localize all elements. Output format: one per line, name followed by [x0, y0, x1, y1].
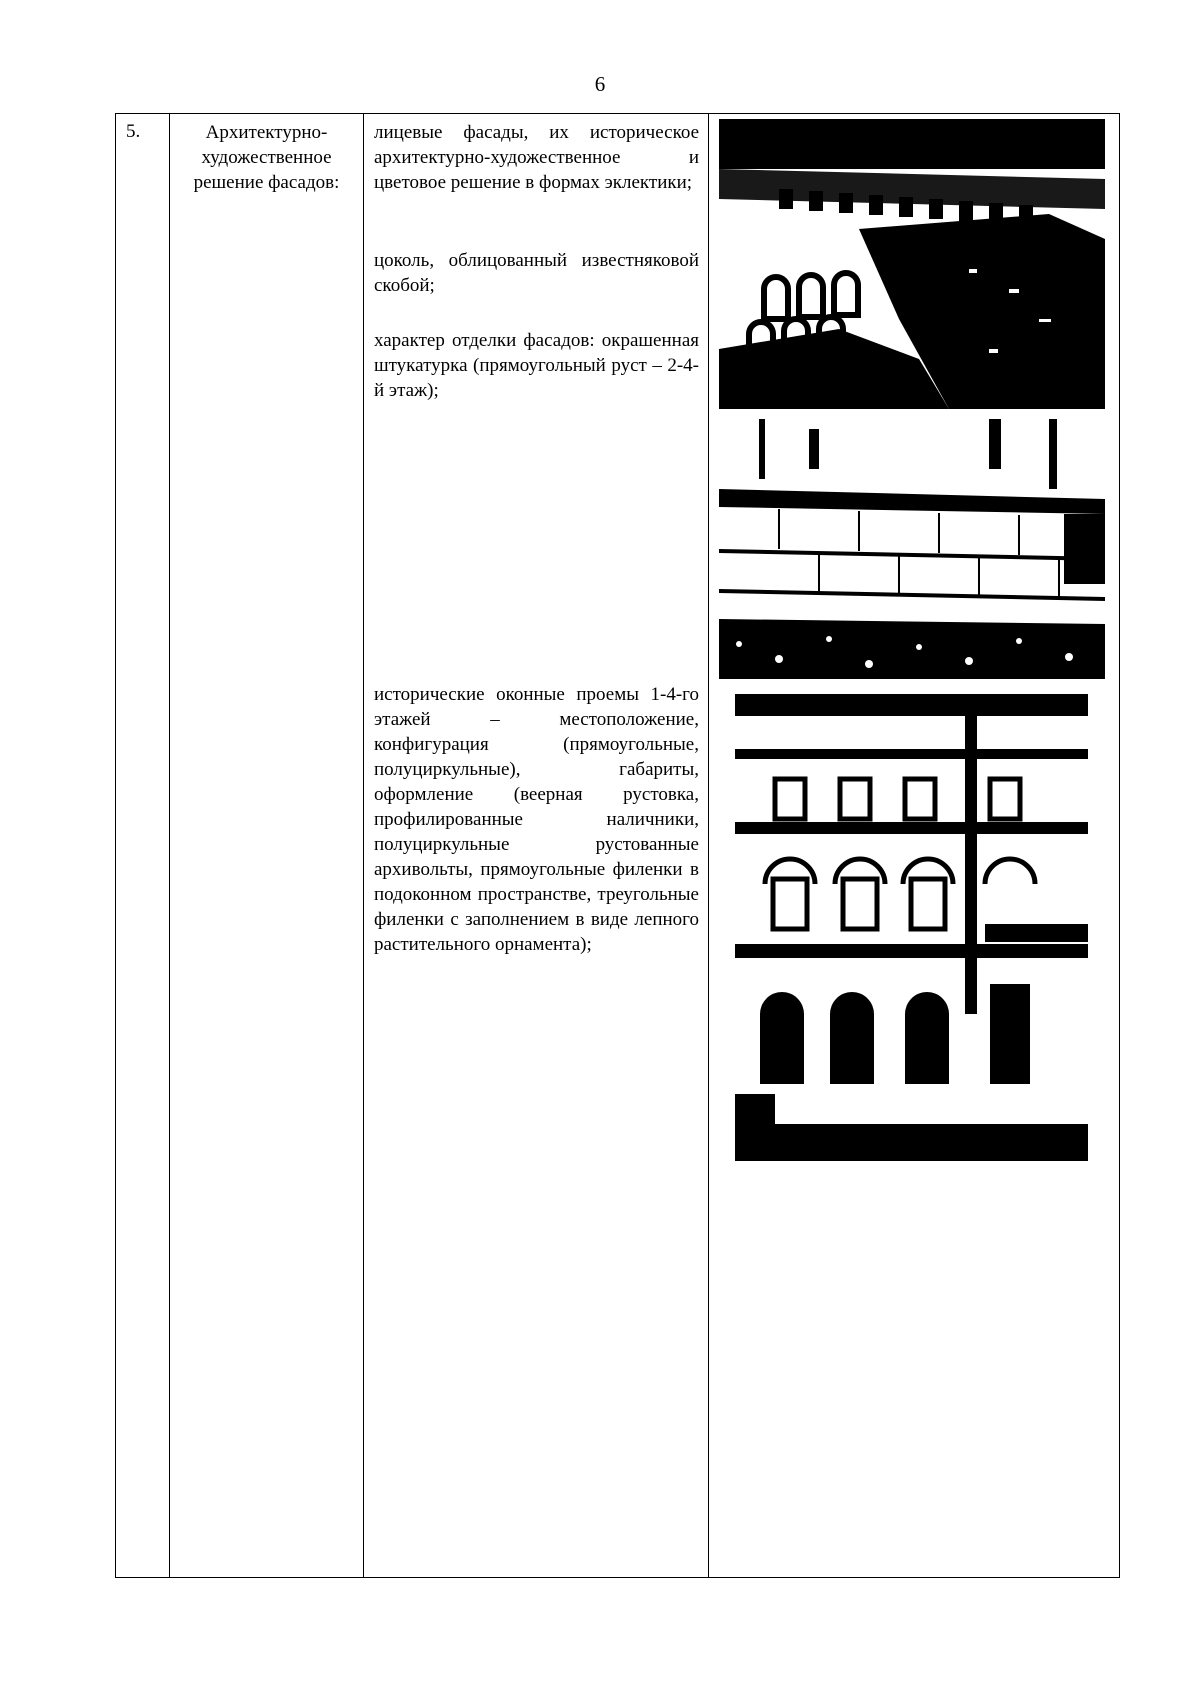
document-table — [115, 113, 1120, 1578]
row-number: 5. — [126, 121, 141, 142]
row-title: Архитектурно-художественное решение фасадов: — [193, 122, 340, 193]
page-number: 6 — [594, 72, 606, 96]
row-number-cell — [116, 114, 170, 1578]
windows-photo-icon — [735, 694, 1088, 1161]
table-row — [116, 114, 1120, 1578]
paragraph-finish: характер отделки фасадов: окрашенная штукатурка (прямоугольный руст – 2-4-й этаж); — [374, 330, 699, 401]
row-description-cell — [364, 114, 709, 1578]
paragraph-plinth: цоколь, облицованный известняковой скобой; — [374, 250, 699, 296]
plinth-photo-icon — [719, 419, 1105, 679]
row-title-cell — [170, 114, 364, 1578]
paragraph-facades: лицевые фасады, их историческое архитектурно-художественное и цветовое решение в формах эклектики; — [374, 122, 699, 193]
paragraph-windows: исторические оконные проемы 1-4-го этажей – местоположение, конфигурация (прямоугольные, полуциркульные), габариты, оформление (веерная рустовка, профилированные наличники, полуциркульные рустованные архивольты, прямоугольные филенки в подоконном пространстве, треугольные филенки с заполнением в виде лепного растительного орнамента); — [374, 684, 699, 955]
row-photos-cell — [709, 114, 1120, 1578]
facade-photo-icon — [719, 119, 1105, 409]
